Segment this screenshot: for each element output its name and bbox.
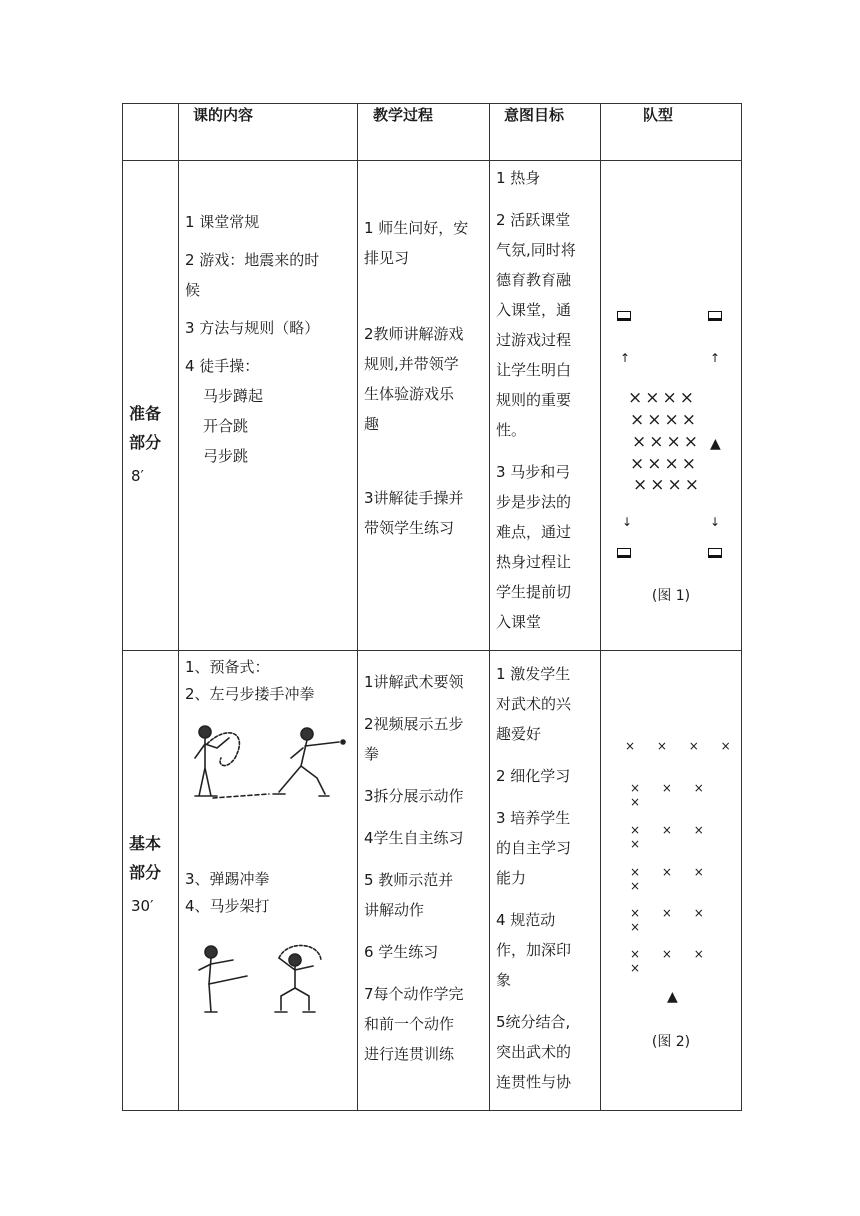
header-row (123, 104, 742, 161)
basic-goal-line: 连贯性与协 (496, 1073, 572, 1091)
basic-goal-line: 1 激发学生 (496, 665, 571, 683)
marker-cone-icon (617, 548, 631, 558)
header-goals: 意图目标 (490, 104, 601, 161)
basic-process-line: 7每个动作学完 (364, 985, 464, 1003)
prep-label-cell (123, 161, 179, 651)
basic-process-line: 和前一个动作 (364, 1015, 455, 1033)
header-content: 课的内容 (179, 104, 358, 161)
student-row: ×××× (630, 454, 699, 474)
prep-goal-line: 难点，通过 (496, 523, 572, 541)
prep-goal-line: 1 热身 (496, 169, 541, 187)
marker-cone-icon (617, 311, 631, 321)
basic-process-cell (358, 651, 490, 1111)
prep-time: 8′ (131, 467, 144, 485)
header-formation: 队型 (601, 104, 742, 161)
arrow-up-icon: ↑ (620, 351, 631, 365)
prep-process-line: 带领学生练习 (364, 519, 455, 537)
basic-goal-line: 趣爱好 (496, 725, 542, 743)
prep-goal-line: 德育教育融 (496, 271, 572, 289)
lesson-plan-table (122, 103, 742, 1111)
student-row: × × × × (630, 781, 713, 809)
prep-goal-line: 入课堂 (496, 613, 542, 631)
marker-cone-icon (708, 548, 722, 558)
prep-process-line: 3讲解徒手操并 (364, 489, 464, 507)
figure-caption-1: (图 1) (651, 588, 691, 604)
basic-goals-cell (490, 651, 601, 1111)
basic-content-line: 4、马步架打 (185, 897, 270, 915)
prep-content-line: 2 游戏：地震来的时 (185, 251, 320, 269)
student-row: × × × × (625, 739, 740, 753)
prep-goal-line: 3 马步和弓 (496, 463, 571, 481)
prep-process-line: 生体验游戏乐 (364, 385, 455, 403)
prep-row (123, 161, 742, 651)
basic-label-1: 基本 (129, 834, 162, 853)
prep-goal-line: 入课堂，通 (496, 301, 572, 319)
basic-goal-line: 作，加深印 (496, 941, 572, 959)
arrow-down-icon: ↓ (622, 515, 633, 529)
student-row: × × × × (630, 947, 713, 975)
basic-goal-line: 突出武术的 (496, 1043, 572, 1061)
martial-arts-illustration-1 (187, 718, 357, 814)
prep-process-line: 2教师讲解游戏 (364, 325, 464, 343)
prep-goal-line: 热身过程让 (496, 553, 572, 571)
basic-goal-line: 5统分结合, (496, 1013, 571, 1031)
student-row: ×××× (632, 432, 701, 452)
prep-label-1: 准备 (129, 404, 162, 423)
prep-process-line: 规则,并带领学 (364, 355, 459, 373)
student-row: ×××× (633, 475, 702, 495)
basic-row (123, 651, 742, 1111)
prep-formation-cell (601, 161, 742, 651)
prep-goal-line: 规则的重要 (496, 391, 572, 409)
basic-process-line: 进行连贯训练 (364, 1045, 455, 1063)
student-row: × × × × (630, 906, 713, 934)
basic-goal-line: 对武术的兴 (496, 695, 572, 713)
basic-process-line: 3拆分展示动作 (364, 787, 464, 805)
prep-goal-line: 让学生明白 (496, 361, 572, 379)
basic-content-line: 3、弹踢冲拳 (185, 870, 270, 888)
student-row: ×××× (628, 388, 697, 408)
prep-process-cell (358, 161, 490, 651)
prep-process-line: 1 师生问好，安 (364, 219, 469, 237)
basic-process-line: 1讲解武术要领 (364, 673, 464, 691)
formation-diagram-1 (601, 161, 741, 649)
basic-process-line: 4学生自主练习 (364, 829, 464, 847)
prep-goal-line: 气氛,同时将 (496, 241, 576, 259)
student-row: × × × × (630, 865, 713, 893)
basic-goal-line: 能力 (496, 869, 527, 887)
basic-goal-line: 3 培养学生 (496, 809, 571, 827)
prep-content-line: 马步蹲起 (203, 387, 264, 405)
basic-content-line: 1、预备式： (185, 658, 270, 676)
basic-process-line: 6 学生练习 (364, 943, 439, 961)
prep-goal-line: 2 活跃课堂 (496, 211, 571, 229)
arrow-down-icon: ↓ (710, 515, 721, 529)
student-row: ×××× (630, 410, 699, 430)
basic-process-line: 5 教师示范并 (364, 871, 454, 889)
teacher-icon: ▲ (710, 436, 721, 452)
prep-goal-line: 步是步法的 (496, 493, 572, 511)
teacher-icon: ▲ (667, 989, 678, 1005)
basic-label-2: 部分 (129, 863, 162, 882)
basic-process-line: 2视频展示五步 (364, 715, 464, 733)
prep-goals-cell (490, 161, 601, 651)
basic-process-line: 讲解动作 (364, 901, 425, 919)
prep-content-line: 3 方法与规则（略） (185, 319, 320, 337)
prep-label-2: 部分 (129, 433, 162, 452)
basic-goal-line: 4 规范动 (496, 911, 556, 929)
prep-goal-line: 过游戏过程 (496, 331, 572, 349)
prep-content-line: 开合跳 (203, 417, 249, 435)
header-process: 教学过程 (358, 104, 490, 161)
student-row: × × × × (630, 823, 713, 851)
basic-formation-cell (601, 651, 742, 1111)
prep-content-line: 候 (185, 281, 201, 299)
basic-goal-line: 2 细化学习 (496, 767, 571, 785)
prep-content-line: 1 课堂常规 (185, 213, 260, 231)
prep-content-line: 弓步跳 (203, 447, 249, 465)
header-blank (123, 104, 179, 161)
basic-time: 30′ (131, 897, 154, 915)
formation-diagram-2 (601, 651, 741, 1109)
arrow-up-icon: ↑ (710, 351, 721, 365)
prep-process-line: 趣 (364, 415, 380, 433)
prep-content-cell (179, 161, 358, 651)
basic-content-cell (179, 651, 358, 1111)
figure-caption-2: (图 2) (651, 1034, 691, 1050)
prep-content-line: 4 徒手操： (185, 357, 260, 375)
prep-goal-line: 学生提前切 (496, 583, 572, 601)
prep-goal-line: 性。 (496, 421, 527, 439)
basic-label-cell (123, 651, 179, 1111)
basic-content-line: 2、左弓步搂手冲拳 (185, 685, 315, 703)
basic-process-line: 拳 (364, 745, 380, 763)
basic-goal-line: 象 (496, 971, 512, 989)
prep-process-line: 排见习 (364, 249, 410, 267)
basic-goal-line: 的自主学习 (496, 839, 572, 857)
marker-cone-icon (708, 311, 722, 321)
martial-arts-illustration-2 (191, 940, 341, 1020)
